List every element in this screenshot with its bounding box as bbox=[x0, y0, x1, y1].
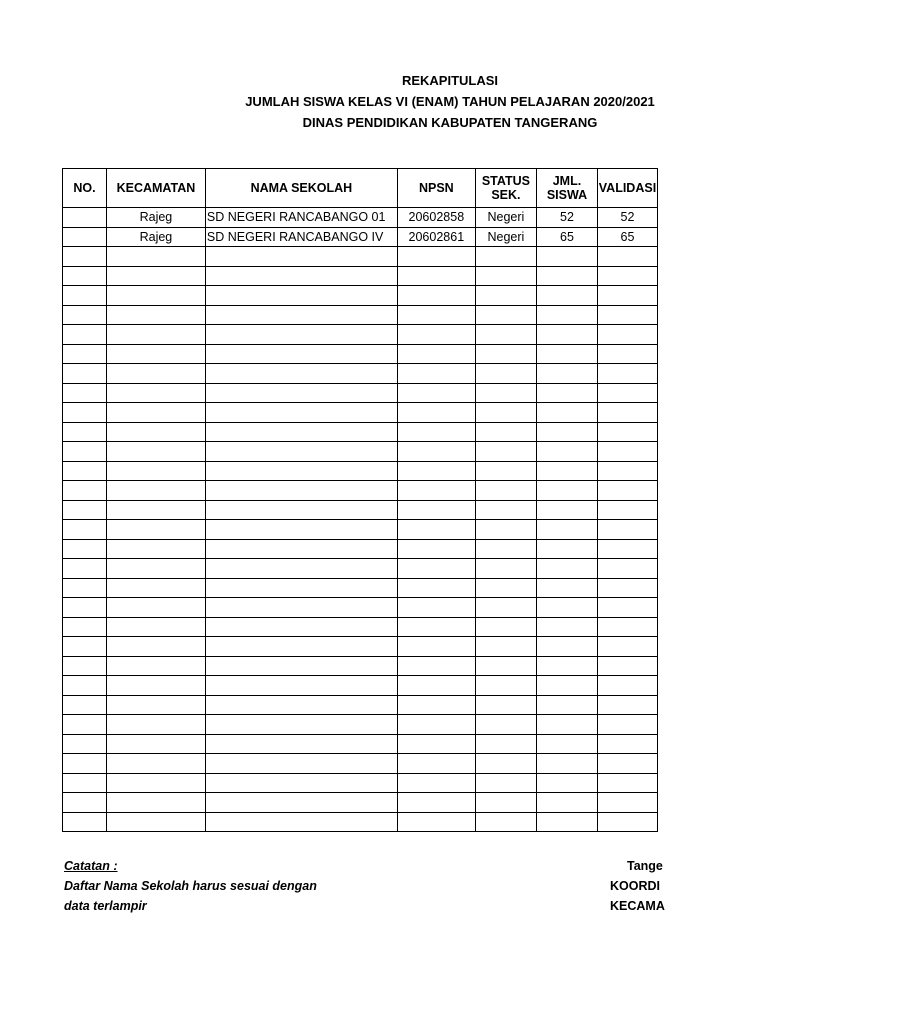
empty-cell bbox=[205, 247, 397, 267]
notes-block bbox=[64, 856, 317, 916]
empty-cell bbox=[106, 754, 205, 774]
empty-cell bbox=[106, 793, 205, 813]
empty-cell bbox=[63, 344, 107, 364]
empty-cell bbox=[536, 286, 597, 306]
table-row-empty bbox=[63, 812, 658, 832]
empty-cell bbox=[475, 559, 536, 579]
empty-cell bbox=[536, 617, 597, 637]
cell-status: Negeri bbox=[475, 227, 536, 247]
empty-cell bbox=[597, 344, 657, 364]
empty-cell bbox=[475, 461, 536, 481]
empty-cell bbox=[597, 559, 657, 579]
empty-cell bbox=[475, 500, 536, 520]
empty-cell bbox=[205, 286, 397, 306]
empty-cell bbox=[106, 305, 205, 325]
signature-line-1: Tange bbox=[627, 859, 663, 873]
table-row-empty bbox=[63, 676, 658, 696]
empty-cell bbox=[475, 812, 536, 832]
table-row-empty bbox=[63, 715, 658, 735]
empty-cell bbox=[397, 656, 475, 676]
empty-cell bbox=[536, 481, 597, 501]
empty-cell bbox=[597, 500, 657, 520]
empty-cell bbox=[205, 637, 397, 657]
empty-cell bbox=[536, 676, 597, 696]
empty-cell bbox=[475, 305, 536, 325]
empty-cell bbox=[475, 578, 536, 598]
empty-cell bbox=[106, 383, 205, 403]
table-row bbox=[63, 227, 658, 247]
empty-cell bbox=[597, 715, 657, 735]
table-row-empty bbox=[63, 325, 658, 345]
empty-cell bbox=[597, 325, 657, 345]
empty-cell bbox=[597, 676, 657, 696]
empty-cell bbox=[536, 266, 597, 286]
notes-line-1: Daftar Nama Sekolah harus sesuai dengan bbox=[64, 879, 317, 893]
empty-cell bbox=[397, 793, 475, 813]
empty-cell bbox=[205, 598, 397, 618]
empty-cell bbox=[397, 383, 475, 403]
table-row-empty bbox=[63, 461, 658, 481]
empty-cell bbox=[205, 383, 397, 403]
empty-cell bbox=[205, 403, 397, 423]
col-header-jml-siswa: JML. SISWA bbox=[536, 169, 597, 208]
empty-cell bbox=[536, 754, 597, 774]
table-row-empty bbox=[63, 695, 658, 715]
cell-npsn: 20602861 bbox=[397, 227, 475, 247]
empty-cell bbox=[597, 247, 657, 267]
empty-cell bbox=[475, 773, 536, 793]
empty-cell bbox=[205, 617, 397, 637]
empty-cell bbox=[63, 422, 107, 442]
empty-cell bbox=[106, 578, 205, 598]
empty-cell bbox=[106, 715, 205, 735]
empty-cell bbox=[205, 539, 397, 559]
empty-cell bbox=[205, 481, 397, 501]
notes-label: Catatan : bbox=[64, 859, 118, 873]
empty-cell bbox=[63, 656, 107, 676]
empty-cell bbox=[475, 734, 536, 754]
empty-cell bbox=[475, 247, 536, 267]
empty-cell bbox=[205, 773, 397, 793]
empty-cell bbox=[536, 344, 597, 364]
empty-cell bbox=[397, 422, 475, 442]
empty-cell bbox=[475, 344, 536, 364]
empty-cell bbox=[205, 559, 397, 579]
empty-cell bbox=[106, 481, 205, 501]
empty-cell bbox=[106, 325, 205, 345]
empty-cell bbox=[397, 676, 475, 696]
empty-cell bbox=[597, 266, 657, 286]
table-row-empty bbox=[63, 266, 658, 286]
empty-cell bbox=[536, 715, 597, 735]
empty-cell bbox=[597, 695, 657, 715]
empty-cell bbox=[397, 403, 475, 423]
empty-cell bbox=[475, 286, 536, 306]
empty-cell bbox=[397, 695, 475, 715]
empty-cell bbox=[536, 422, 597, 442]
empty-cell bbox=[397, 286, 475, 306]
empty-cell bbox=[205, 422, 397, 442]
empty-cell bbox=[106, 286, 205, 306]
empty-cell bbox=[106, 520, 205, 540]
signature-block bbox=[580, 856, 665, 916]
empty-cell bbox=[106, 656, 205, 676]
empty-cell bbox=[106, 344, 205, 364]
col-header-validasi: VALIDASI bbox=[597, 169, 657, 208]
empty-cell bbox=[597, 637, 657, 657]
empty-cell bbox=[597, 422, 657, 442]
empty-cell bbox=[536, 734, 597, 754]
empty-cell bbox=[205, 305, 397, 325]
table-body bbox=[63, 208, 658, 832]
table-row-empty bbox=[63, 500, 658, 520]
empty-cell bbox=[63, 578, 107, 598]
empty-cell bbox=[106, 812, 205, 832]
empty-cell bbox=[397, 578, 475, 598]
empty-cell bbox=[536, 364, 597, 384]
empty-cell bbox=[397, 715, 475, 735]
cell-validasi: 65 bbox=[597, 227, 657, 247]
table-row-empty bbox=[63, 617, 658, 637]
empty-cell bbox=[63, 539, 107, 559]
empty-cell bbox=[106, 773, 205, 793]
empty-cell bbox=[536, 539, 597, 559]
empty-cell bbox=[106, 247, 205, 267]
table-row-empty bbox=[63, 520, 658, 540]
empty-cell bbox=[597, 734, 657, 754]
empty-cell bbox=[597, 598, 657, 618]
empty-cell bbox=[536, 559, 597, 579]
table-row bbox=[63, 208, 658, 228]
empty-cell bbox=[106, 695, 205, 715]
empty-cell bbox=[63, 559, 107, 579]
cell-jml-siswa: 65 bbox=[536, 227, 597, 247]
empty-cell bbox=[536, 325, 597, 345]
col-header-nama-sekolah: NAMA SEKOLAH bbox=[205, 169, 397, 208]
empty-cell bbox=[397, 637, 475, 657]
empty-cell bbox=[106, 266, 205, 286]
empty-cell bbox=[63, 266, 107, 286]
empty-cell bbox=[536, 461, 597, 481]
empty-cell bbox=[475, 383, 536, 403]
empty-cell bbox=[597, 578, 657, 598]
empty-cell bbox=[205, 695, 397, 715]
table-row-empty bbox=[63, 559, 658, 579]
empty-cell bbox=[63, 305, 107, 325]
empty-cell bbox=[475, 442, 536, 462]
table-row-empty bbox=[63, 578, 658, 598]
empty-cell bbox=[475, 266, 536, 286]
table-row-empty bbox=[63, 793, 658, 813]
empty-cell bbox=[597, 656, 657, 676]
empty-cell bbox=[536, 247, 597, 267]
empty-cell bbox=[397, 442, 475, 462]
empty-cell bbox=[63, 715, 107, 735]
empty-cell bbox=[597, 403, 657, 423]
title-jumlah-siswa: JUMLAH SISWA KELAS VI (ENAM) TAHUN PELAJARAN 2020/2021 bbox=[245, 94, 655, 109]
table-row-empty bbox=[63, 442, 658, 462]
empty-cell bbox=[597, 754, 657, 774]
cell-jml-siswa: 52 bbox=[536, 208, 597, 228]
empty-cell bbox=[397, 734, 475, 754]
empty-cell bbox=[106, 422, 205, 442]
empty-cell bbox=[205, 734, 397, 754]
empty-cell bbox=[63, 598, 107, 618]
empty-cell bbox=[106, 364, 205, 384]
empty-cell bbox=[397, 481, 475, 501]
empty-cell bbox=[597, 442, 657, 462]
empty-cell bbox=[106, 637, 205, 657]
empty-cell bbox=[475, 539, 536, 559]
empty-cell bbox=[397, 344, 475, 364]
empty-cell bbox=[106, 442, 205, 462]
empty-cell bbox=[597, 812, 657, 832]
cell-no bbox=[63, 227, 107, 247]
empty-cell bbox=[475, 520, 536, 540]
empty-cell bbox=[63, 617, 107, 637]
empty-cell bbox=[397, 559, 475, 579]
empty-cell bbox=[397, 812, 475, 832]
empty-cell bbox=[205, 715, 397, 735]
empty-cell bbox=[397, 773, 475, 793]
empty-cell bbox=[205, 578, 397, 598]
empty-cell bbox=[205, 520, 397, 540]
empty-cell bbox=[597, 364, 657, 384]
empty-cell bbox=[397, 500, 475, 520]
empty-cell bbox=[597, 481, 657, 501]
empty-cell bbox=[397, 266, 475, 286]
empty-cell bbox=[63, 286, 107, 306]
empty-cell bbox=[205, 461, 397, 481]
empty-cell bbox=[536, 578, 597, 598]
table-row-empty bbox=[63, 305, 658, 325]
empty-cell bbox=[397, 598, 475, 618]
empty-cell bbox=[475, 403, 536, 423]
empty-cell bbox=[536, 442, 597, 462]
empty-cell bbox=[205, 656, 397, 676]
empty-cell bbox=[63, 442, 107, 462]
empty-cell bbox=[63, 325, 107, 345]
empty-cell bbox=[475, 656, 536, 676]
empty-cell bbox=[475, 422, 536, 442]
empty-cell bbox=[597, 539, 657, 559]
empty-cell bbox=[205, 325, 397, 345]
col-header-npsn: NPSN bbox=[397, 169, 475, 208]
table-row-empty bbox=[63, 383, 658, 403]
empty-cell bbox=[597, 305, 657, 325]
empty-cell bbox=[63, 461, 107, 481]
col-header-kecamatan: KECAMATAN bbox=[106, 169, 205, 208]
cell-nama-sekolah: SD NEGERI RANCABANGO IV bbox=[205, 227, 397, 247]
empty-cell bbox=[475, 715, 536, 735]
table-row-empty bbox=[63, 598, 658, 618]
empty-cell bbox=[63, 637, 107, 657]
empty-cell bbox=[205, 676, 397, 696]
empty-cell bbox=[205, 754, 397, 774]
empty-cell bbox=[63, 403, 107, 423]
empty-cell bbox=[106, 539, 205, 559]
empty-cell bbox=[536, 812, 597, 832]
empty-cell bbox=[205, 266, 397, 286]
empty-cell bbox=[597, 793, 657, 813]
empty-cell bbox=[205, 442, 397, 462]
empty-cell bbox=[63, 520, 107, 540]
empty-cell bbox=[106, 403, 205, 423]
empty-cell bbox=[397, 364, 475, 384]
empty-cell bbox=[597, 773, 657, 793]
empty-cell bbox=[397, 754, 475, 774]
empty-cell bbox=[536, 305, 597, 325]
empty-cell bbox=[536, 773, 597, 793]
empty-cell bbox=[63, 364, 107, 384]
table-row-empty bbox=[63, 364, 658, 384]
empty-cell bbox=[205, 364, 397, 384]
empty-cell bbox=[536, 403, 597, 423]
empty-cell bbox=[536, 637, 597, 657]
empty-cell bbox=[475, 617, 536, 637]
empty-cell bbox=[397, 617, 475, 637]
empty-cell bbox=[106, 734, 205, 754]
cell-nama-sekolah: SD NEGERI RANCABANGO 01 bbox=[205, 208, 397, 228]
empty-cell bbox=[475, 695, 536, 715]
empty-cell bbox=[106, 676, 205, 696]
signature-line-2: KOORDI bbox=[610, 879, 660, 893]
empty-cell bbox=[63, 754, 107, 774]
empty-cell bbox=[397, 325, 475, 345]
signature-line-3: KECAMA bbox=[610, 899, 665, 913]
empty-cell bbox=[397, 520, 475, 540]
col-header-no: NO. bbox=[63, 169, 107, 208]
empty-cell bbox=[475, 364, 536, 384]
cell-npsn: 20602858 bbox=[397, 208, 475, 228]
empty-cell bbox=[106, 461, 205, 481]
empty-cell bbox=[536, 500, 597, 520]
empty-cell bbox=[475, 325, 536, 345]
empty-cell bbox=[63, 383, 107, 403]
cell-kecamatan: Rajeg bbox=[106, 227, 205, 247]
empty-cell bbox=[63, 247, 107, 267]
empty-cell bbox=[205, 793, 397, 813]
empty-cell bbox=[597, 286, 657, 306]
table-header-row bbox=[63, 169, 658, 208]
table-row-empty bbox=[63, 754, 658, 774]
empty-cell bbox=[106, 500, 205, 520]
title-rekapitulasi: REKAPITULASI bbox=[401, 73, 499, 88]
empty-cell bbox=[475, 481, 536, 501]
table-row-empty bbox=[63, 286, 658, 306]
table-row-empty bbox=[63, 422, 658, 442]
empty-cell bbox=[63, 793, 107, 813]
notes-line-2: data terlampir bbox=[64, 899, 147, 913]
empty-cell bbox=[397, 305, 475, 325]
empty-cell bbox=[475, 793, 536, 813]
empty-cell bbox=[397, 461, 475, 481]
cell-no bbox=[63, 208, 107, 228]
empty-cell bbox=[536, 383, 597, 403]
empty-cell bbox=[475, 754, 536, 774]
empty-cell bbox=[536, 793, 597, 813]
empty-cell bbox=[397, 247, 475, 267]
table-row-empty bbox=[63, 734, 658, 754]
table-row-empty bbox=[63, 637, 658, 657]
table-row-empty bbox=[63, 773, 658, 793]
table-row-empty bbox=[63, 344, 658, 364]
cell-status: Negeri bbox=[475, 208, 536, 228]
empty-cell bbox=[205, 500, 397, 520]
empty-cell bbox=[205, 344, 397, 364]
empty-cell bbox=[63, 812, 107, 832]
empty-cell bbox=[597, 461, 657, 481]
cell-validasi: 52 bbox=[597, 208, 657, 228]
empty-cell bbox=[63, 695, 107, 715]
table-row-empty bbox=[63, 247, 658, 267]
empty-cell bbox=[536, 695, 597, 715]
empty-cell bbox=[63, 773, 107, 793]
table-row-empty bbox=[63, 403, 658, 423]
empty-cell bbox=[475, 598, 536, 618]
empty-cell bbox=[597, 617, 657, 637]
empty-cell bbox=[597, 383, 657, 403]
empty-cell bbox=[536, 656, 597, 676]
table-row-empty bbox=[63, 539, 658, 559]
empty-cell bbox=[63, 734, 107, 754]
empty-cell bbox=[63, 481, 107, 501]
table-row-empty bbox=[63, 656, 658, 676]
title-dinas: DINAS PENDIDIKAN KABUPATEN TANGERANG bbox=[302, 115, 598, 130]
cell-kecamatan: Rajeg bbox=[106, 208, 205, 228]
recap-table bbox=[62, 168, 658, 832]
empty-cell bbox=[205, 812, 397, 832]
empty-cell bbox=[106, 598, 205, 618]
empty-cell bbox=[475, 637, 536, 657]
empty-cell bbox=[536, 598, 597, 618]
col-header-status: STATUS SEK. bbox=[475, 169, 536, 208]
empty-cell bbox=[63, 676, 107, 696]
empty-cell bbox=[106, 617, 205, 637]
table-row-empty bbox=[63, 481, 658, 501]
empty-cell bbox=[475, 676, 536, 696]
empty-cell bbox=[397, 539, 475, 559]
empty-cell bbox=[106, 559, 205, 579]
empty-cell bbox=[597, 520, 657, 540]
empty-cell bbox=[536, 520, 597, 540]
empty-cell bbox=[63, 500, 107, 520]
